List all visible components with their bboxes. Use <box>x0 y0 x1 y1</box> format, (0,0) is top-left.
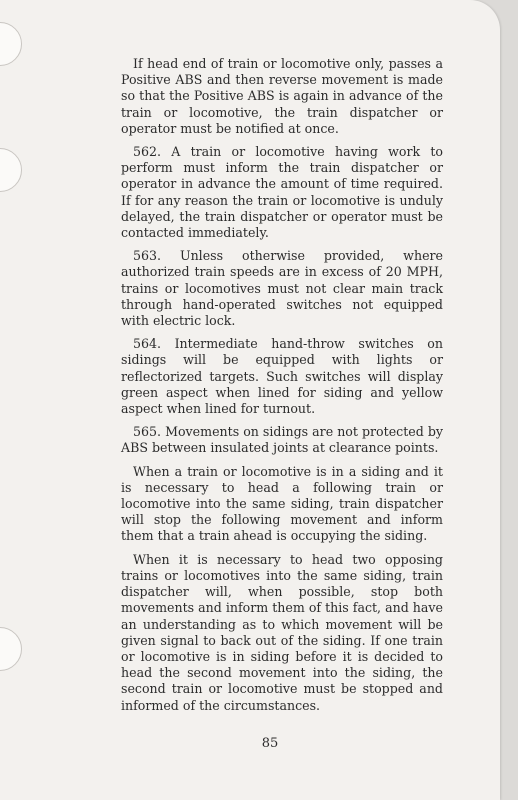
paragraph-intro: If head end of train or locomotive only, passes a Positive ABS and then reverse movement is made so that the Positive ABS is again in advance of the train or locomotive, the train dispatcher or operator must be notified at once. <box>121 56 443 136</box>
paragraph-following-train: When a train or locomotive is in a siding and it is necessary to head a following train or locomotive into the same siding, train dispatcher will stop the following movement and inform them that a train ahead is occupying the siding. <box>121 463 443 544</box>
binder-hole-bottom <box>0 627 22 671</box>
paragraph-rule-565: 565. Movements on sidings are not protected by ABS between insulated joints at clearance points. <box>121 424 443 456</box>
paragraph-rule-563: 563. Unless otherwise provided, where authorized train speeds are in excess of 20 MPH, trains or locomotives must not clear main track through hand-operated switches not equipped with electric lock. <box>121 248 443 329</box>
page-number: 85 <box>261 736 279 751</box>
binder-hole-middle <box>0 148 22 192</box>
paragraph-opposing-trains: When it is necessary to head two opposing trains or locomotives into the same siding, train dispatcher will, when possible, stop both movements and inform them of this fact, and have an understanding as to which movement will be given signal to back out of the siding. If one train or locomotive is in siding before it is decided to head the second movement into the siding, the second train or locomotive must be stopped and informed of the circumstances. <box>121 551 443 713</box>
binder-hole-top <box>0 22 22 66</box>
page-body-text <box>121 56 443 714</box>
paragraph-rule-562: 562. A train or locomotive having work to perform must inform the train dispatcher or operator in advance the amount of time required. If for any reason the train or locomotive is unduly delayed, the train dispatcher or operator must be contacted immediately. <box>121 144 443 241</box>
paragraph-rule-564: 564. Intermediate hand-throw switches on sidings will be equipped with lights or reflectorized targets. Such switches will display green aspect when lined for siding and yellow aspect when lined for turnout. <box>121 336 443 417</box>
